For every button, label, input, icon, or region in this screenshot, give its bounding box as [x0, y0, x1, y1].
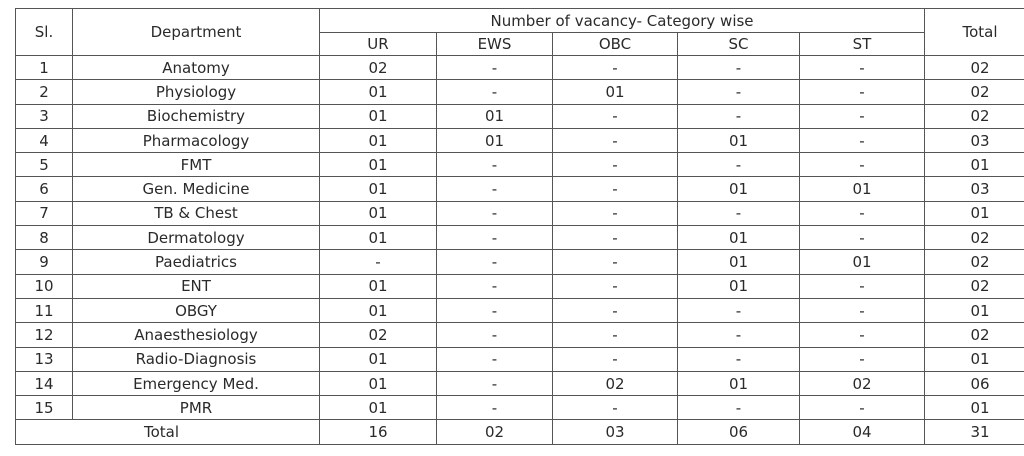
- department-cell: PMR: [73, 396, 320, 420]
- obc-cell: -: [553, 226, 678, 250]
- sc-cell: -: [678, 323, 800, 347]
- totals-ur: 16: [320, 420, 437, 445]
- table-body: [16, 56, 1024, 445]
- obc-cell: -: [553, 250, 678, 274]
- totals-sc: 06: [678, 420, 800, 445]
- obc-cell: 02: [553, 371, 678, 395]
- totals-row: [16, 420, 1024, 445]
- sc-cell: 01: [678, 250, 800, 274]
- table-row: [16, 323, 1024, 347]
- table-row: [16, 177, 1024, 201]
- sl-cell: 5: [16, 153, 73, 177]
- sl-cell: 4: [16, 128, 73, 152]
- department-cell: Pharmacology: [73, 128, 320, 152]
- header-row-top: [16, 9, 1024, 33]
- obc-cell: -: [553, 323, 678, 347]
- ews-cell: -: [437, 177, 553, 201]
- st-cell: -: [800, 347, 925, 371]
- st-cell: 01: [800, 177, 925, 201]
- obc-header: OBC: [553, 33, 678, 56]
- totals-ews: 02: [437, 420, 553, 445]
- department-cell: Biochemistry: [73, 104, 320, 128]
- department-cell: Paediatrics: [73, 250, 320, 274]
- table-row: [16, 298, 1024, 322]
- sc-cell: -: [678, 80, 800, 104]
- total-header: Total: [925, 9, 1024, 56]
- sl-cell: 1: [16, 56, 73, 80]
- table-row: [16, 56, 1024, 80]
- st-cell: -: [800, 396, 925, 420]
- ews-cell: -: [437, 298, 553, 322]
- ur-cell: 02: [320, 323, 437, 347]
- st-cell: -: [800, 56, 925, 80]
- st-cell: -: [800, 323, 925, 347]
- total-cell: 02: [925, 104, 1024, 128]
- table-row: [16, 104, 1024, 128]
- category-group-header: Number of vacancy- Category wise: [320, 9, 925, 33]
- ur-header: UR: [320, 33, 437, 56]
- ews-cell: -: [437, 201, 553, 225]
- table-row: [16, 201, 1024, 225]
- department-cell: Emergency Med.: [73, 371, 320, 395]
- sl-cell: 12: [16, 323, 73, 347]
- sc-cell: 01: [678, 371, 800, 395]
- department-cell: OBGY: [73, 298, 320, 322]
- ur-cell: 01: [320, 201, 437, 225]
- ews-cell: -: [437, 371, 553, 395]
- sl-cell: 2: [16, 80, 73, 104]
- ur-cell: 01: [320, 347, 437, 371]
- vacancy-table: [15, 8, 1024, 445]
- sc-cell: -: [678, 298, 800, 322]
- ur-cell: -: [320, 250, 437, 274]
- department-cell: ENT: [73, 274, 320, 298]
- st-cell: 02: [800, 371, 925, 395]
- department-cell: Anaesthesiology: [73, 323, 320, 347]
- ews-cell: -: [437, 153, 553, 177]
- sc-cell: 01: [678, 177, 800, 201]
- st-cell: -: [800, 80, 925, 104]
- total-cell: 03: [925, 128, 1024, 152]
- total-cell: 01: [925, 347, 1024, 371]
- obc-cell: -: [553, 128, 678, 152]
- ews-header: EWS: [437, 33, 553, 56]
- table-row: [16, 371, 1024, 395]
- obc-cell: -: [553, 347, 678, 371]
- department-cell: TB & Chest: [73, 201, 320, 225]
- sc-cell: -: [678, 153, 800, 177]
- ur-cell: 01: [320, 371, 437, 395]
- ur-cell: 01: [320, 298, 437, 322]
- ur-cell: 01: [320, 177, 437, 201]
- sl-cell: 6: [16, 177, 73, 201]
- ur-cell: 01: [320, 396, 437, 420]
- sc-cell: -: [678, 347, 800, 371]
- sl-cell: 11: [16, 298, 73, 322]
- table-row: [16, 250, 1024, 274]
- sc-cell: -: [678, 56, 800, 80]
- ews-cell: 01: [437, 128, 553, 152]
- st-cell: -: [800, 153, 925, 177]
- total-cell: 02: [925, 250, 1024, 274]
- st-cell: -: [800, 128, 925, 152]
- sl-cell: 9: [16, 250, 73, 274]
- ur-cell: 01: [320, 128, 437, 152]
- ur-cell: 01: [320, 104, 437, 128]
- sl-cell: 15: [16, 396, 73, 420]
- st-cell: -: [800, 201, 925, 225]
- totals-label: Total: [16, 420, 320, 445]
- total-cell: 02: [925, 226, 1024, 250]
- ews-cell: 01: [437, 104, 553, 128]
- total-cell: 01: [925, 153, 1024, 177]
- ur-cell: 01: [320, 153, 437, 177]
- ur-cell: 02: [320, 56, 437, 80]
- sc-cell: 01: [678, 226, 800, 250]
- ur-cell: 01: [320, 226, 437, 250]
- sc-cell: -: [678, 396, 800, 420]
- total-cell: 03: [925, 177, 1024, 201]
- total-cell: 02: [925, 274, 1024, 298]
- sl-cell: 10: [16, 274, 73, 298]
- table-row: [16, 396, 1024, 420]
- obc-cell: -: [553, 298, 678, 322]
- department-cell: Dermatology: [73, 226, 320, 250]
- obc-cell: -: [553, 56, 678, 80]
- st-cell: -: [800, 274, 925, 298]
- ews-cell: -: [437, 80, 553, 104]
- sc-header: SC: [678, 33, 800, 56]
- obc-cell: -: [553, 153, 678, 177]
- st-cell: -: [800, 104, 925, 128]
- total-cell: 06: [925, 371, 1024, 395]
- sl-cell: 3: [16, 104, 73, 128]
- table-row: [16, 128, 1024, 152]
- totals-obc: 03: [553, 420, 678, 445]
- sc-cell: 01: [678, 128, 800, 152]
- sl-header: Sl.: [16, 9, 73, 56]
- sl-cell: 13: [16, 347, 73, 371]
- sc-cell: 01: [678, 274, 800, 298]
- total-cell: 02: [925, 80, 1024, 104]
- obc-cell: -: [553, 201, 678, 225]
- sl-cell: 7: [16, 201, 73, 225]
- department-header: Department: [73, 9, 320, 56]
- ews-cell: -: [437, 323, 553, 347]
- obc-cell: -: [553, 396, 678, 420]
- sc-cell: -: [678, 104, 800, 128]
- st-cell: -: [800, 226, 925, 250]
- ews-cell: -: [437, 347, 553, 371]
- total-cell: 01: [925, 201, 1024, 225]
- table-row: [16, 274, 1024, 298]
- obc-cell: 01: [553, 80, 678, 104]
- sc-cell: -: [678, 201, 800, 225]
- ur-cell: 01: [320, 274, 437, 298]
- table-row: [16, 80, 1024, 104]
- table-row: [16, 153, 1024, 177]
- total-cell: 01: [925, 298, 1024, 322]
- ews-cell: -: [437, 274, 553, 298]
- obc-cell: -: [553, 104, 678, 128]
- sl-cell: 8: [16, 226, 73, 250]
- total-cell: 02: [925, 56, 1024, 80]
- table-row: [16, 226, 1024, 250]
- obc-cell: -: [553, 177, 678, 201]
- sl-cell: 14: [16, 371, 73, 395]
- total-cell: 01: [925, 396, 1024, 420]
- obc-cell: -: [553, 274, 678, 298]
- total-cell: 02: [925, 323, 1024, 347]
- ur-cell: 01: [320, 80, 437, 104]
- st-cell: 01: [800, 250, 925, 274]
- st-cell: -: [800, 298, 925, 322]
- st-header: ST: [800, 33, 925, 56]
- ews-cell: -: [437, 250, 553, 274]
- department-cell: Radio-Diagnosis: [73, 347, 320, 371]
- department-cell: Physiology: [73, 80, 320, 104]
- table-row: [16, 347, 1024, 371]
- department-cell: FMT: [73, 153, 320, 177]
- department-cell: Anatomy: [73, 56, 320, 80]
- ews-cell: -: [437, 226, 553, 250]
- ews-cell: -: [437, 56, 553, 80]
- ews-cell: -: [437, 396, 553, 420]
- totals-st: 04: [800, 420, 925, 445]
- department-cell: Gen. Medicine: [73, 177, 320, 201]
- totals-total: 31: [925, 420, 1024, 445]
